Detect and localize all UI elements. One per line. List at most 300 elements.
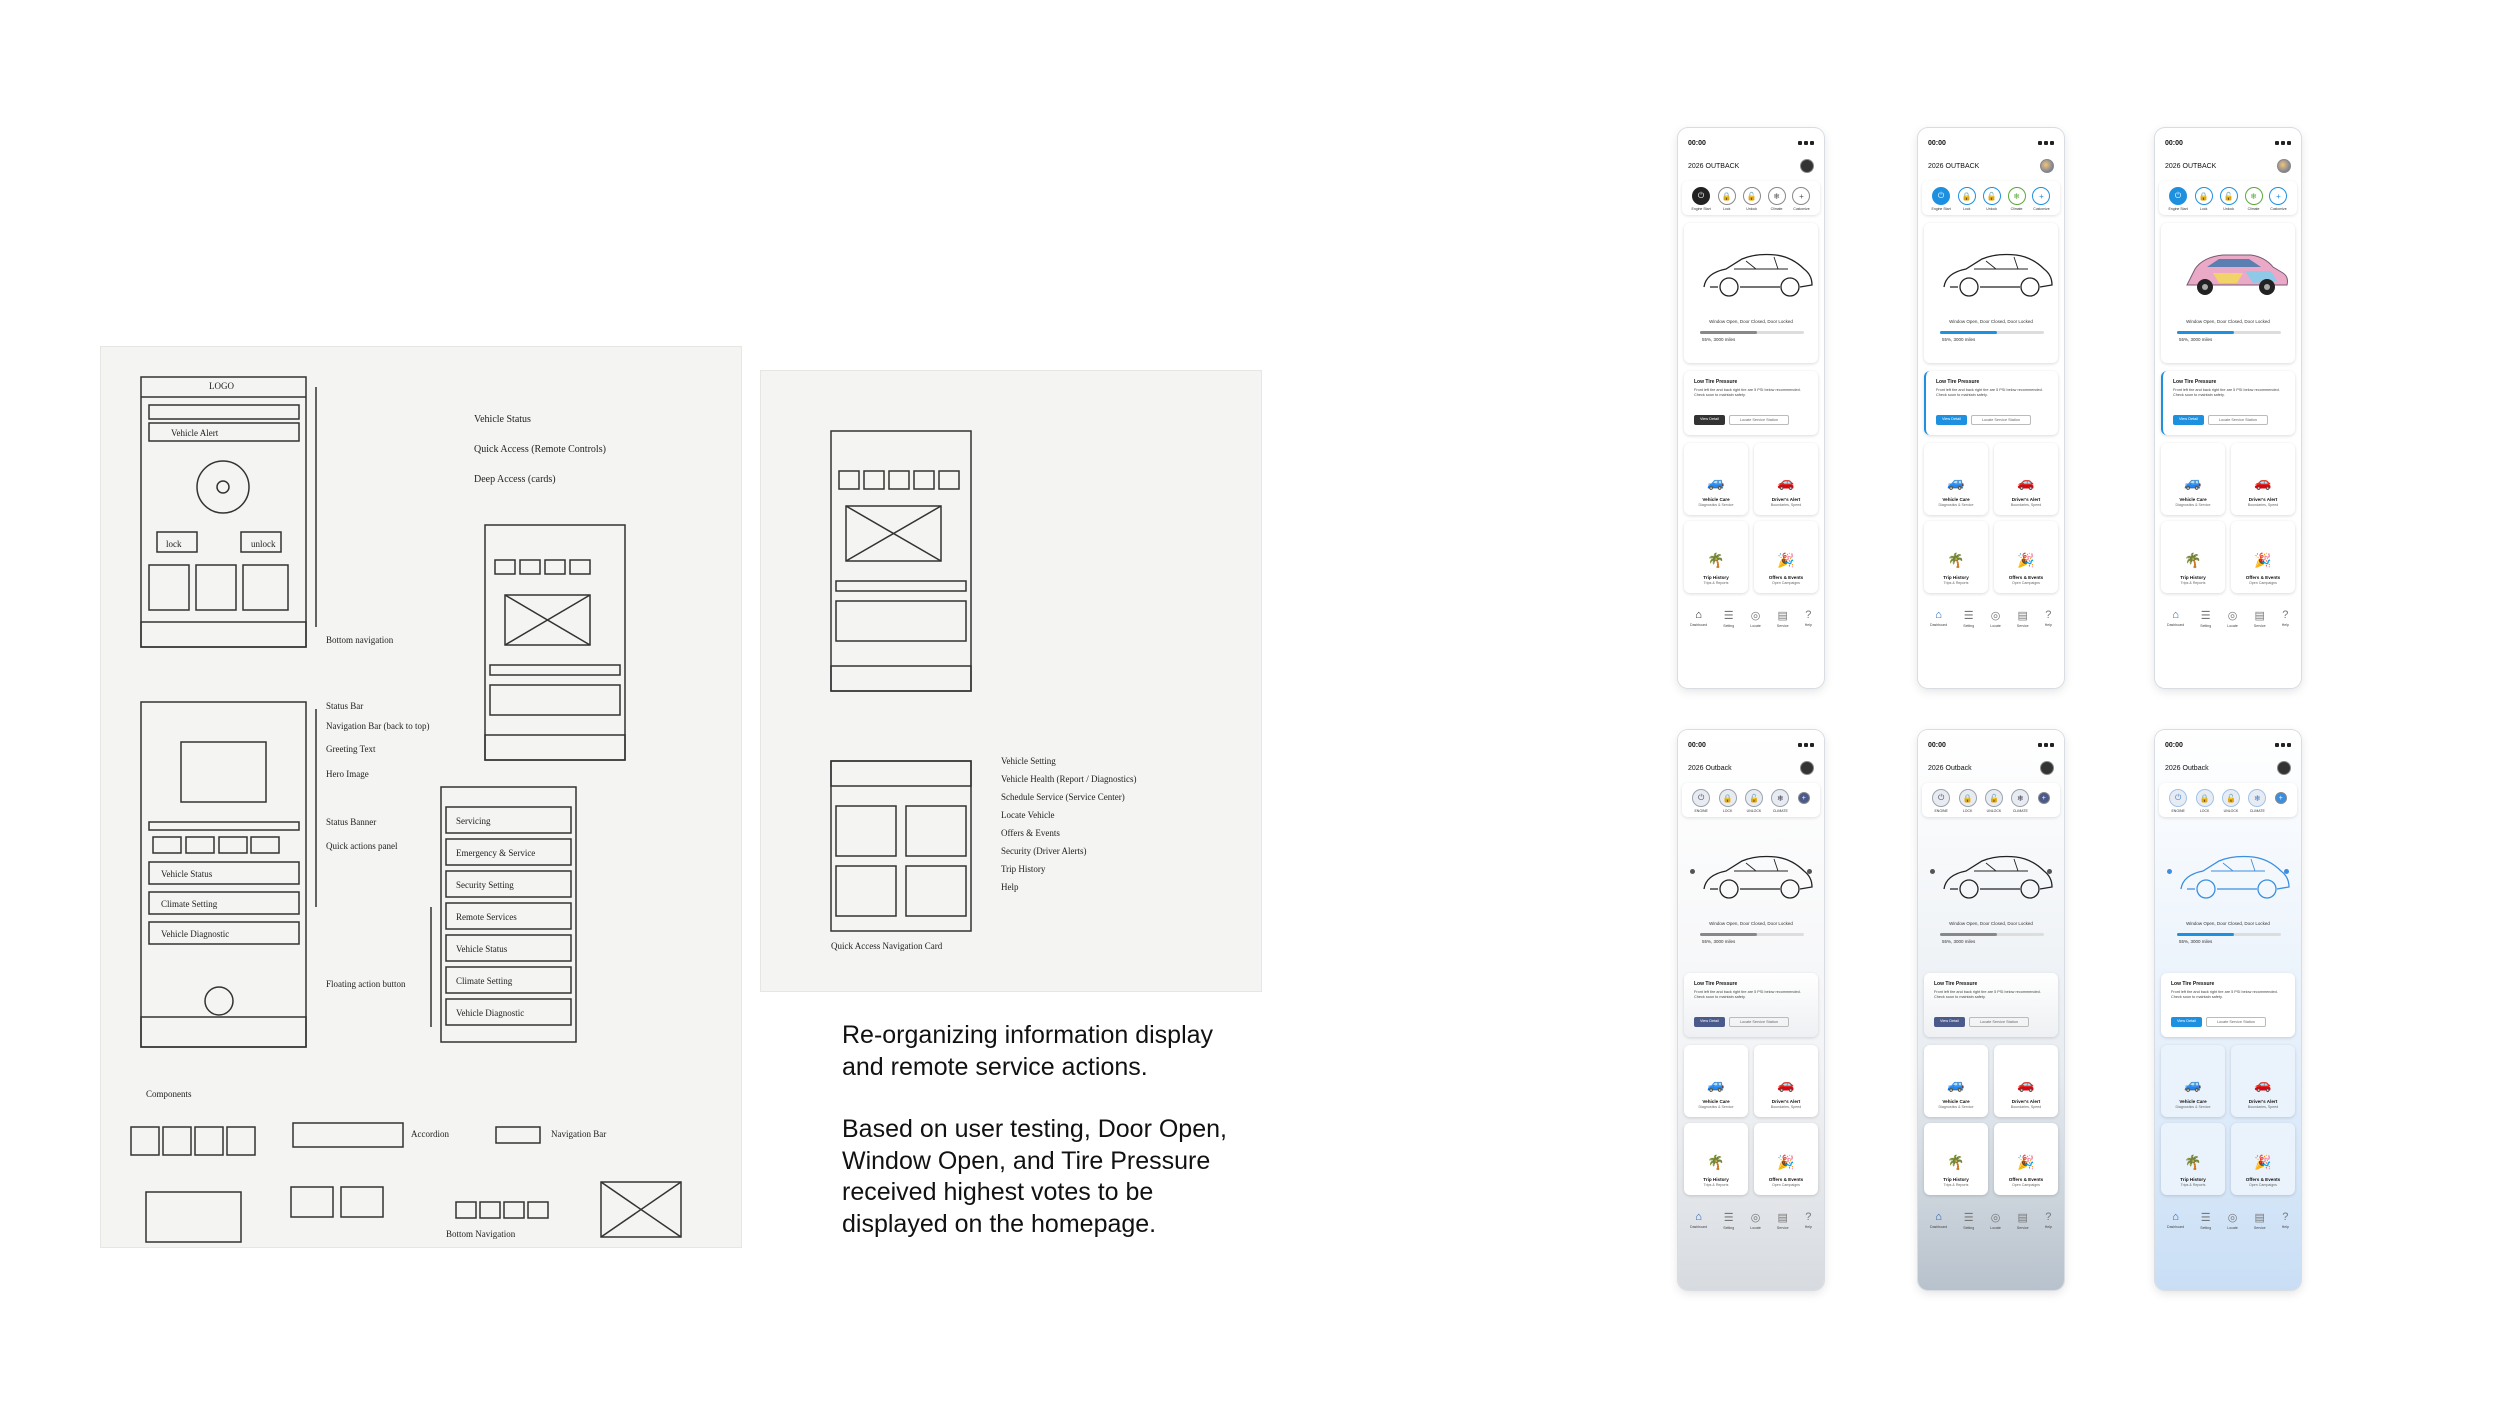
locate-service-station-button[interactable]: Locate Service Station	[2208, 415, 2268, 425]
nav-item-dashboard[interactable]	[1930, 609, 1947, 628]
view-detail-button[interactable]: View Detail	[2171, 1017, 2202, 1027]
quick-action-icon: 🔓	[1743, 187, 1761, 205]
nav-item-locate[interactable]	[1750, 1211, 1761, 1230]
vehicle-title[interactable]: 2026 OUTBACK	[1928, 162, 1980, 170]
settings-icon: ☰	[1723, 1212, 1734, 1224]
nav-item-dashboard[interactable]	[2167, 1211, 2184, 1230]
quick-action-button[interactable]	[1932, 789, 1950, 813]
phone-mockup	[1918, 128, 2064, 688]
quick-action-button[interactable]	[1931, 187, 1950, 211]
suv-icon: 🚙	[2184, 474, 2202, 490]
home-icon: ⌂	[1695, 609, 1702, 621]
vehicle-status-card[interactable]	[1684, 223, 1818, 363]
phone-mockup	[2155, 128, 2301, 688]
tile-subtitle: Trips & Reports	[1703, 1183, 1729, 1187]
plus-icon: +	[2275, 792, 2287, 804]
quick-action-button[interactable]	[1692, 789, 1710, 813]
nav-item-service[interactable]	[2254, 1211, 2266, 1230]
nav-item-help[interactable]	[2045, 1211, 2052, 1230]
vehicle-status-card[interactable]	[1924, 223, 2058, 363]
sketch-menu-6: Vehicle Diagnostic	[456, 1008, 525, 1018]
caption-paragraph-1	[842, 1020, 1262, 1083]
nav-label: Setting	[1723, 624, 1735, 628]
nav-item-service[interactable]	[2017, 609, 2029, 628]
quick-action-icon: ❄	[2248, 789, 2266, 807]
tire-pressure-alert[interactable]	[1684, 371, 1818, 435]
view-detail-button[interactable]: View Detail	[1936, 415, 1967, 425]
offers-events-tile[interactable]	[1994, 1123, 2058, 1195]
quick-action-button[interactable]	[1768, 187, 1786, 211]
quick-action-label: Unlock	[1746, 207, 1757, 211]
signal-icon	[2038, 141, 2054, 145]
quick-actions	[2159, 783, 2297, 817]
feature-tiles	[2161, 443, 2295, 593]
nav-item-setting[interactable]	[2200, 609, 2211, 628]
home-icon: ⌂	[1935, 609, 1942, 621]
carousel-right-arrow-icon[interactable]	[2284, 869, 2289, 874]
quick-action-button[interactable]	[2220, 187, 2238, 211]
palm-tree-icon: 🌴	[1707, 552, 1725, 568]
tile-subtitle: Open Campaigns	[2249, 1183, 2277, 1187]
vehicle-outline-icon	[1936, 845, 2058, 907]
quick-action-icon: +	[2269, 187, 2287, 205]
app-header	[1678, 751, 1824, 779]
nav-item-service[interactable]	[2017, 1211, 2029, 1230]
tile-title: Vehicle Care	[2179, 1099, 2207, 1104]
sketch-right-label-0: Vehicle Setting	[1001, 756, 1056, 766]
status-bar	[2155, 128, 2301, 149]
nav-label: Dashboard	[2167, 623, 2185, 627]
door-window-status: Window Open, Door Closed, Door Locked	[2186, 921, 2270, 926]
suv-icon: 🚙	[1947, 474, 1965, 490]
status-time: 00:00	[2165, 139, 2183, 147]
quick-action-icon: 🔒	[2196, 789, 2214, 807]
nav-label: Setting	[1963, 624, 1975, 628]
home-icon: ⌂	[2172, 1211, 2179, 1223]
locate-service-station-button[interactable]: Locate Service Station	[1969, 1017, 2029, 1027]
feature-tiles	[1684, 443, 1818, 593]
carousel-left-arrow-icon[interactable]	[1930, 869, 1935, 874]
help-icon: ?	[2045, 609, 2052, 621]
quick-action-button[interactable]	[1719, 789, 1737, 813]
quick-action-button[interactable]	[2168, 187, 2187, 211]
nav-item-service[interactable]	[1777, 609, 1789, 628]
quick-action-button[interactable]	[1743, 187, 1761, 211]
sketch-greeting: Greeting Text	[326, 744, 376, 754]
vehicle-title[interactable]: 2026 Outback	[2165, 764, 2209, 772]
nav-item-dashboard[interactable]	[2167, 609, 2184, 628]
quick-action-icon: ⏻	[1692, 187, 1710, 205]
avatar[interactable]	[1800, 761, 1814, 775]
signal-icon	[2275, 743, 2291, 747]
alert-description: Front left tire and back right tire are 5 PSI below recommended. Check soon to maintain safety.	[2173, 388, 2280, 397]
service-icon: ▤	[2017, 610, 2028, 622]
sketch-unlock: unlock	[251, 539, 276, 549]
nav-label: Locate	[2227, 1226, 2238, 1230]
view-detail-button[interactable]: View Detail	[2173, 415, 2204, 425]
nav-label: Service	[2016, 1226, 2029, 1230]
nav-label: Setting	[1723, 1226, 1735, 1230]
vehicle-status-card[interactable]	[1684, 825, 1818, 965]
quick-action-label: UNLOCK	[2223, 809, 2239, 813]
quick-action-button[interactable]	[2169, 789, 2187, 813]
trip-history-tile[interactable]	[2161, 1123, 2225, 1195]
drivers-alert-tile[interactable]	[1994, 1045, 2058, 1117]
range-text: 55%, 3000 miles	[1942, 337, 1976, 342]
sketch-accordion: Accordion	[411, 1129, 449, 1139]
quick-action-button[interactable]	[1983, 187, 2001, 211]
tile-title: Driver's Alert	[2011, 497, 2041, 502]
quick-action-label: Unlock	[2223, 207, 2234, 211]
nav-item-setting[interactable]	[1723, 1211, 1734, 1230]
caption-line-4: Window Open, and Tire Pressure	[842, 1146, 1211, 1175]
signal-icon	[2038, 743, 2054, 747]
sketch-middle-list-2: Deep Access (cards)	[474, 474, 556, 485]
status-bar	[1678, 128, 1824, 149]
nav-label: Dashboard	[1930, 1225, 1948, 1229]
service-icon: ▤	[2254, 610, 2265, 622]
quick-action-icon: 🔓	[2220, 187, 2238, 205]
vehicle-title[interactable]: 2026 Outback	[1928, 764, 1972, 772]
quick-action-button[interactable]	[2011, 789, 2029, 813]
tile-subtitle: Trips & Reports	[2180, 581, 2206, 585]
quick-action-button[interactable]	[1771, 789, 1789, 813]
locate-service-station-button[interactable]: Locate Service Station	[1729, 1017, 1789, 1027]
nav-item-locate[interactable]	[1990, 1211, 2001, 1230]
status-time: 00:00	[1928, 741, 1946, 749]
help-icon: ?	[2045, 1211, 2052, 1223]
help-icon: ?	[1805, 1211, 1812, 1223]
quick-action-button[interactable]	[1718, 187, 1736, 211]
nav-label: Setting	[2200, 1226, 2212, 1230]
offers-events-tile[interactable]	[2231, 521, 2295, 593]
fuel-range-bar	[1940, 331, 2044, 334]
quick-actions	[2159, 181, 2297, 215]
vehicle-title[interactable]: 2026 OUTBACK	[1688, 162, 1740, 170]
sketch-nav-bar: Navigation Bar (back to top)	[326, 721, 430, 731]
suv-icon: 🚙	[1707, 474, 1725, 490]
vehicle-care-tile[interactable]	[2161, 1045, 2225, 1117]
nav-label: Service	[2253, 1226, 2266, 1230]
offers-icon: 🎉	[2254, 1154, 2272, 1170]
quick-action-icon: 🔒	[2195, 187, 2213, 205]
locate-service-station-button[interactable]: Locate Service Station	[1971, 415, 2031, 425]
vehicle-outline-icon	[1696, 243, 1818, 305]
quick-action-label: Climate	[2247, 207, 2260, 211]
quick-action-label: ENGINE	[1694, 809, 1708, 813]
nav-item-help[interactable]	[2045, 609, 2052, 628]
locate-service-station-button[interactable]: Locate Service Station	[1729, 415, 1789, 425]
offers-events-tile[interactable]	[2231, 1123, 2295, 1195]
sketch-list-middle	[470, 400, 750, 780]
tile-title: Trip History	[1703, 1177, 1729, 1182]
nav-label: Setting	[2200, 624, 2212, 628]
nav-label: Help	[2044, 623, 2052, 627]
drivers-alert-tile[interactable]	[2231, 443, 2295, 515]
nav-item-locate[interactable]	[1750, 609, 1761, 628]
tile-subtitle: Trips & Reports	[1943, 581, 1969, 585]
sketch-menu-2: Security Setting	[456, 880, 514, 890]
quick-action-label: Unlock	[1986, 207, 1997, 211]
nav-label: Setting	[1963, 1226, 1975, 1230]
settings-icon: ☰	[2200, 610, 2211, 622]
fuel-range-bar	[2177, 933, 2281, 936]
carousel-left-arrow-icon[interactable]	[2167, 869, 2172, 874]
tile-title: Offers & Events	[1768, 575, 1804, 580]
nav-item-setting[interactable]	[2200, 1211, 2211, 1230]
sketch-vehicle-alert: Vehicle Alert	[171, 428, 219, 438]
fuel-range-bar-fill	[2177, 933, 2234, 936]
add-action-button[interactable]	[1798, 789, 1810, 813]
tile-subtitle: Diagnostics & Service	[2175, 1105, 2211, 1109]
locate-service-station-button[interactable]: Locate Service Station	[2206, 1017, 2266, 1027]
quick-action-icon: ⏻	[2169, 789, 2187, 807]
avatar[interactable]	[2277, 159, 2291, 173]
vehicle-outline-icon	[1936, 243, 2058, 305]
nav-item-dashboard[interactable]	[1690, 1211, 1707, 1230]
fuel-range-bar	[1700, 933, 1804, 936]
range-text: 55%, 3000 miles	[1702, 939, 1736, 944]
caption-line-5: received highest votes to be	[842, 1178, 1154, 1206]
tile-title: Driver's Alert	[2248, 1099, 2278, 1104]
nav-label: Help	[1804, 623, 1812, 627]
nav-item-locate[interactable]	[1990, 609, 2001, 628]
quick-action-button[interactable]	[1691, 187, 1710, 211]
sketch-menu-5: Climate Setting	[456, 976, 513, 986]
alert-title: Low Tire Pressure	[2173, 379, 2217, 385]
offers-events-tile[interactable]	[1754, 521, 1818, 593]
home-icon: ⌂	[1935, 1211, 1942, 1223]
trip-history-tile[interactable]	[1684, 1123, 1748, 1195]
driver-alert-icon: 🚗	[1777, 1076, 1795, 1092]
range-text: 55%, 3000 miles	[2179, 337, 2213, 342]
quick-actions	[1682, 181, 1820, 215]
quick-action-button[interactable]	[1958, 187, 1976, 211]
nav-item-help[interactable]	[1805, 609, 1812, 628]
vehicle-care-tile[interactable]	[1924, 443, 1988, 515]
nav-label: Locate	[2227, 624, 2238, 628]
quick-action-icon: 🔓	[2222, 789, 2240, 807]
quick-action-button[interactable]	[2245, 187, 2263, 211]
nav-label: Dashboard	[1690, 623, 1708, 627]
nav-item-setting[interactable]	[1963, 609, 1974, 628]
avatar[interactable]	[1800, 159, 1814, 173]
quick-action-label: LOCK	[1962, 809, 1973, 813]
status-time: 00:00	[2165, 741, 2183, 749]
sketch-menu-1: Emergency & Service	[456, 848, 536, 858]
tile-subtitle: Boundaries, Speed	[1770, 1105, 1802, 1109]
nav-item-dashboard[interactable]	[1690, 609, 1707, 628]
wireframe-sketch-middle	[470, 400, 750, 780]
quick-action-icon: 🔒	[1959, 789, 1977, 807]
service-icon: ▤	[2254, 1212, 2265, 1224]
palm-tree-icon: 🌴	[2184, 552, 2202, 568]
quick-action-label: CLIMATE	[2249, 809, 2265, 813]
tire-pressure-alert[interactable]	[1924, 973, 2058, 1037]
quick-action-icon: ❄	[2008, 187, 2026, 205]
vehicle-care-tile[interactable]	[1684, 1045, 1748, 1117]
avatar[interactable]	[2277, 761, 2291, 775]
quick-action-icon: 🔒	[1719, 789, 1737, 807]
locate-icon: ◎	[2227, 610, 2238, 622]
tile-subtitle: Diagnostics & Service	[1698, 503, 1734, 507]
offers-events-tile[interactable]	[1754, 1123, 1818, 1195]
app-header	[2155, 751, 2301, 779]
nav-item-setting[interactable]	[1723, 609, 1734, 628]
tile-title: Trip History	[1703, 575, 1729, 580]
tire-pressure-alert[interactable]	[2161, 371, 2295, 435]
nav-label: Locate	[1750, 624, 1761, 628]
alert-description: Front left tire and back right tire are 5 PSI below recommended. Check soon to maintain safety.	[1936, 388, 2043, 397]
quick-action-label: Lock	[1722, 207, 1731, 211]
quick-action-button[interactable]	[2008, 187, 2026, 211]
avatar[interactable]	[2040, 159, 2054, 173]
quick-action-label: Engine Start	[2168, 207, 2188, 211]
tire-pressure-alert[interactable]	[1924, 371, 2058, 435]
tire-pressure-alert[interactable]	[2161, 973, 2295, 1037]
nav-item-service[interactable]	[2254, 609, 2266, 628]
quick-action-button[interactable]	[2195, 187, 2213, 211]
quick-action-icon: 🔒	[1718, 187, 1736, 205]
tile-title: Vehicle Care	[1702, 1099, 1730, 1104]
nav-label: Dashboard	[1690, 1225, 1708, 1229]
trip-history-tile[interactable]	[1924, 1123, 1988, 1195]
plus-icon: +	[1798, 792, 1810, 804]
nav-label: Dashboard	[2167, 1225, 2185, 1229]
vehicle-care-tile[interactable]	[2161, 443, 2225, 515]
vehicle-care-tile[interactable]	[1684, 443, 1748, 515]
vehicle-status-card[interactable]	[1924, 825, 2058, 965]
add-action-button[interactable]	[2038, 789, 2050, 813]
quick-action-label: LOCK	[2199, 809, 2210, 813]
sketch-components: Components	[146, 1089, 192, 1099]
sketch-right-label-5: Security (Driver Alerts)	[1001, 846, 1087, 856]
driver-alert-icon: 🚗	[2017, 474, 2035, 490]
quick-action-icon: ⏻	[1932, 789, 1950, 807]
tile-subtitle: Boundaries, Speed	[2010, 1105, 2042, 1109]
suv-icon: 🚙	[2184, 1076, 2202, 1092]
avatar[interactable]	[2040, 761, 2054, 775]
quick-action-icon: +	[2032, 187, 2050, 205]
home-icon: ⌂	[2172, 609, 2179, 621]
vehicle-title[interactable]: 2026 OUTBACK	[2165, 162, 2217, 170]
quick-action-button[interactable]	[1959, 789, 1977, 813]
quick-action-icon: ❄	[1771, 789, 1789, 807]
signal-icon	[1798, 141, 1814, 145]
quick-action-icon: ⏻	[1932, 187, 1950, 205]
vehicle-status-card[interactable]	[2161, 825, 2295, 965]
bottom-navigation	[1678, 1203, 1824, 1236]
tire-pressure-alert[interactable]	[1684, 973, 1818, 1037]
trip-history-tile[interactable]	[1684, 521, 1748, 593]
vehicle-care-tile[interactable]	[1924, 1045, 1988, 1117]
tile-subtitle: Diagnostics & Service	[1938, 1105, 1974, 1109]
nav-item-service[interactable]	[1777, 1211, 1789, 1230]
sketch-right-label-2: Schedule Service (Service Center)	[1001, 792, 1125, 802]
help-icon: ?	[1805, 609, 1812, 621]
drivers-alert-tile[interactable]	[1754, 1045, 1818, 1117]
tile-subtitle: Trips & Reports	[1703, 581, 1729, 585]
door-window-status: Window Open, Door Closed, Door Locked	[1709, 319, 1793, 324]
palm-tree-icon: 🌴	[2184, 1154, 2202, 1170]
driver-alert-icon: 🚗	[2017, 1076, 2035, 1092]
app-header	[1918, 149, 2064, 177]
nav-item-setting[interactable]	[1963, 1211, 1974, 1230]
drivers-alert-tile[interactable]	[1994, 443, 2058, 515]
locate-icon: ◎	[1750, 1212, 1761, 1224]
sketch-middle-list-1: Quick Access (Remote Controls)	[474, 444, 606, 455]
view-detail-button[interactable]: View Detail	[1694, 1017, 1725, 1027]
range-text: 55%, 3000 miles	[2179, 939, 2213, 944]
vehicle-status-card[interactable]	[2161, 223, 2295, 363]
sketch-right-label-7: Help	[1001, 882, 1019, 892]
locate-icon: ◎	[1990, 1212, 2001, 1224]
locate-icon: ◎	[1750, 610, 1761, 622]
suv-icon: 🚙	[1947, 1076, 1965, 1092]
quick-action-button[interactable]	[1745, 789, 1763, 813]
nav-item-dashboard[interactable]	[1930, 1211, 1947, 1230]
carousel-right-arrow-icon[interactable]	[2047, 869, 2052, 874]
sketch-floating-button: Floating action button	[326, 979, 406, 989]
carousel-left-arrow-icon[interactable]	[1690, 869, 1695, 874]
fuel-range-bar-fill	[1700, 331, 1757, 334]
view-detail-button[interactable]: View Detail	[1694, 415, 1725, 425]
nav-item-help[interactable]	[2282, 609, 2289, 628]
nav-label: Service	[1776, 1226, 1789, 1230]
quick-action-button[interactable]	[2032, 187, 2050, 211]
caption-line-3: Based on user testing, Door Open,	[842, 1115, 1227, 1143]
trip-history-tile[interactable]	[1924, 521, 1988, 593]
settings-icon: ☰	[1963, 610, 1974, 622]
quick-action-button[interactable]	[2248, 789, 2266, 813]
view-detail-button[interactable]: View Detail	[1934, 1017, 1965, 1027]
locate-icon: ◎	[1990, 610, 2001, 622]
quick-action-button[interactable]	[2269, 187, 2287, 211]
vehicle-title[interactable]: 2026 Outback	[1688, 764, 1732, 772]
sketch-right-label-4: Offers & Events	[1001, 828, 1060, 838]
nav-item-help[interactable]	[2282, 1211, 2289, 1230]
settings-icon: ☰	[1963, 1212, 1974, 1224]
status-bar	[1918, 730, 2064, 751]
quick-action-icon: ⏻	[2169, 187, 2187, 205]
status-bar	[1918, 128, 2064, 149]
quick-action-button[interactable]	[2196, 789, 2214, 813]
nav-item-locate[interactable]	[2227, 609, 2238, 628]
drivers-alert-tile[interactable]	[2231, 1045, 2295, 1117]
quick-action-button[interactable]	[2222, 789, 2240, 813]
drivers-alert-tile[interactable]	[1754, 443, 1818, 515]
quick-action-button[interactable]	[1792, 187, 1810, 211]
home-icon: ⌂	[1695, 1211, 1702, 1223]
bottom-navigation	[2155, 601, 2301, 634]
phone-mockup	[1678, 128, 1824, 688]
tile-title: Trip History	[1943, 1177, 1969, 1182]
nav-item-help[interactable]	[1805, 1211, 1812, 1230]
carousel-right-arrow-icon[interactable]	[1807, 869, 1812, 874]
driver-alert-icon: 🚗	[2254, 474, 2272, 490]
quick-action-button[interactable]	[1985, 789, 2003, 813]
trip-history-tile[interactable]	[2161, 521, 2225, 593]
nav-item-locate[interactable]	[2227, 1211, 2238, 1230]
offers-events-tile[interactable]	[1994, 521, 2058, 593]
offers-icon: 🎉	[2017, 552, 2035, 568]
add-action-button[interactable]	[2275, 789, 2287, 813]
quick-action-icon: ❄	[2245, 187, 2263, 205]
feature-tiles	[2161, 1045, 2295, 1195]
tile-title: Offers & Events	[1768, 1177, 1804, 1182]
alert-title: Low Tire Pressure	[1694, 379, 1738, 385]
tile-title: Trip History	[1943, 575, 1969, 580]
